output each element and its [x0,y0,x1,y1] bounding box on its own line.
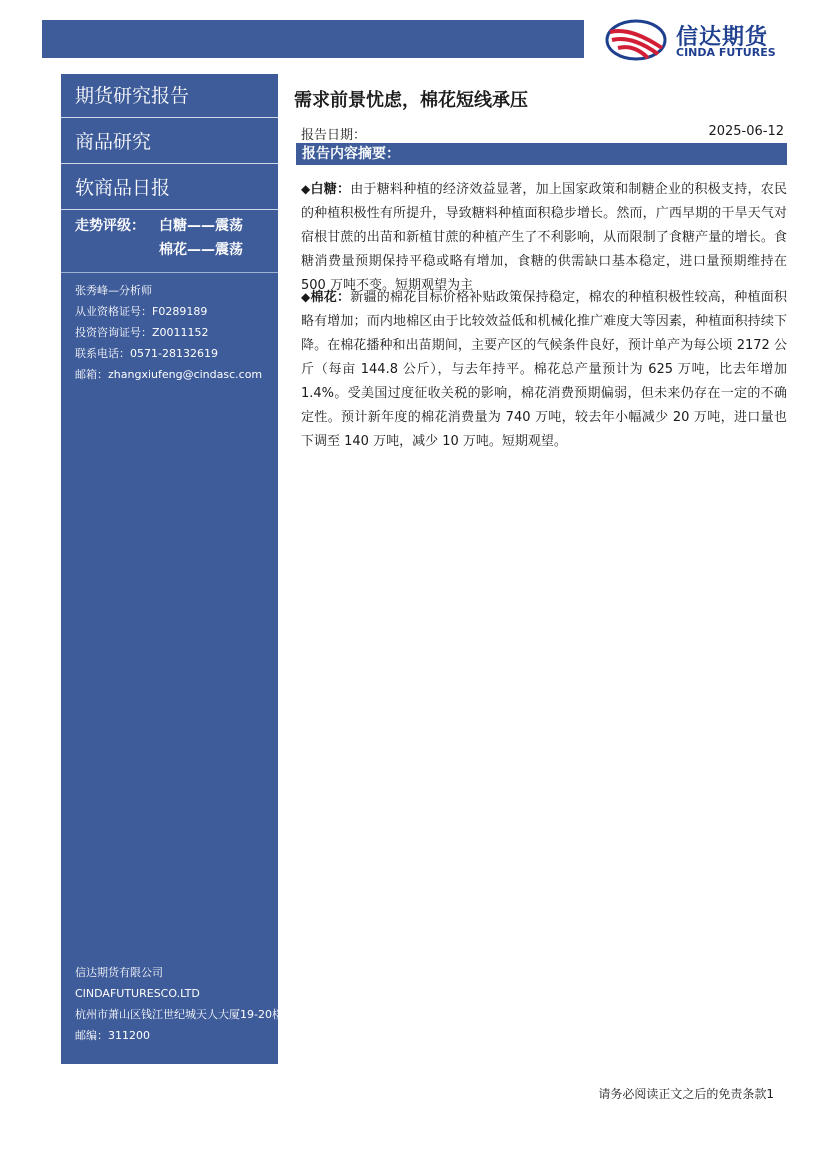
cotton-tag: 棉花： [310,290,351,305]
report-date: 2025-06-12 [708,124,784,139]
sidebar-divider [61,272,278,273]
company-address: 杭州市萧山区钱江世纪城天人大厦19-20楼 [75,1008,283,1021]
analyst-info [75,280,275,385]
sugar-tag: 白糖： [310,182,351,197]
summary-header [296,143,787,165]
rating-label: 走势评级： [75,218,145,234]
company-info [75,962,283,1046]
section-soft-commodity-daily: 软商品日报 [61,166,278,210]
diamond-bullet-icon: ◆ [301,182,311,196]
trend-rating [75,214,275,262]
analyst-phone: 联系电话：0571-28132619 [75,347,218,360]
header-bar [42,20,584,58]
cotton-text: 新疆的棉花目标价格补贴政策保持稳定，棉农的种植积极性较高，种植面积略有增加；而内地棉区由于比较效益低和机械化推广难度大等因素，种植面积持续下降。在棉花播种和出苗期间，主要产区的气候条件良好，预计单产为每公顷 2172 公斤（每亩 144.8 公斤），与去年持平。棉花总产量预计为 625 万吨，比去年增加 1.4%。受美国过度征收关税的影响，棉花消费预期偏弱，但未来仍存在一定的不确定性。预计新年度的棉花消费量为 740 万吨，较去年小幅减少 20 万吨，进口量也下调至 140 万吨，减少 10 万吨。短期观望。 [301,290,787,449]
section-commodity-research: 商品研究 [61,120,278,164]
diamond-bullet-icon: ◆ [301,290,311,304]
cinda-logo-icon [604,18,668,62]
sugar-text: 由于糖料种植的经济效益显著，加上国家政策和制糖企业的积极支持，农民的种植积极性有所提升，导致糖料种植面积稳步增长。然而，广西早期的干旱天气对宿根甘蔗的出苗和新植甘蔗的种植产生了不利影响，从而限制了食糖产量的增长。食糖消费量预期保持平稳或略有增加，食糖的供需缺口基本稳定，进口量预期维持在 500 万吨不变。短期观望为主 [301,182,787,293]
rating-sugar: 白糖——震荡 [159,218,243,234]
analyst-email: 邮箱：zhangxiufeng@cindasc.com [75,368,263,381]
report-date-label: 报告日期： [301,128,367,143]
company-name: 信达期货有限公司 [75,966,163,979]
summary-label: 报告内容摘要： [302,146,400,162]
cotton-paragraph [301,285,787,454]
sidebar [61,74,283,1064]
analyst-consult-cert: 投资咨询证号：Z0011152 [75,326,209,339]
report-title: 需求前景忧虑，棉花短线承压 [294,90,528,111]
company-name-en: CINDAFUTURESCO.LTD [75,987,200,1000]
rating-cotton: 棉花——震荡 [159,242,243,258]
disclaimer-note: 请务必阅读正文之后的免责条款1 [598,1087,774,1101]
analyst-cert: 从业资格证号：F0289189 [75,305,208,318]
company-postcode: 邮编：311200 [75,1029,150,1042]
analyst-name: 张秀峰—分析师 [75,284,152,297]
brand-name-en: CINDA FUTURES [676,46,776,59]
company-logo [604,18,790,62]
brand-name-cn: 信达期货 [676,25,769,50]
sugar-paragraph [301,177,787,298]
section-futures-report: 期货研究报告 [61,74,278,118]
